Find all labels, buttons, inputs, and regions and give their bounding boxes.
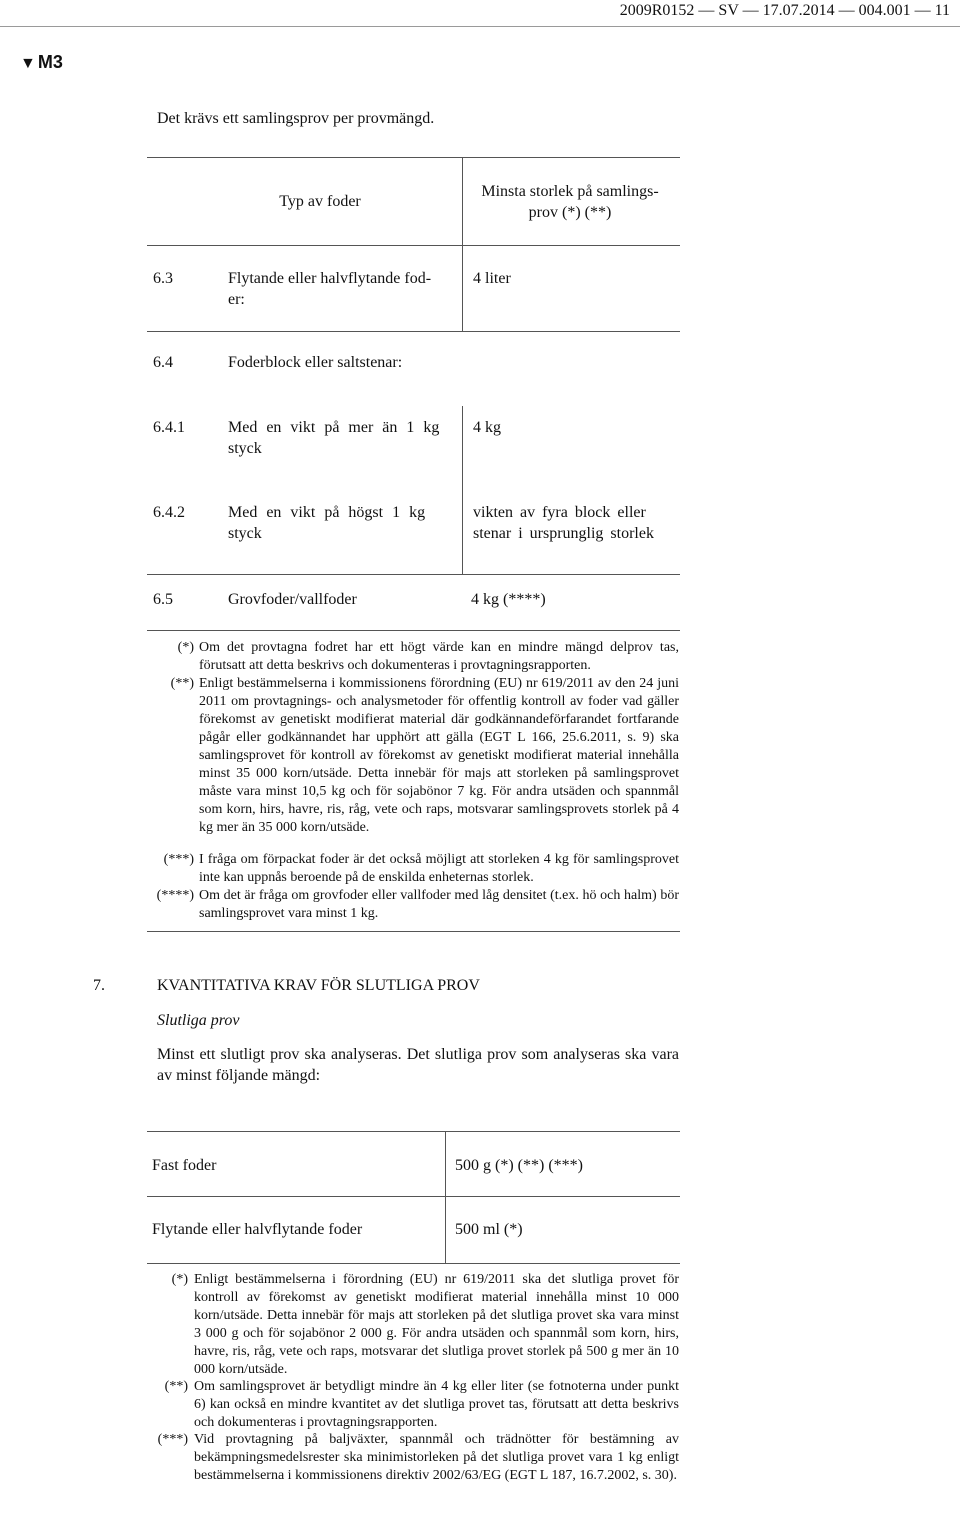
footnote-text: Om det provtagna fodret har ett högt värde kan en mindre mängd delprov tas, förutsatt att detta beskrivs och dokumenteras i provtagningsrapporten. [199,640,679,673]
footnote-text: Enligt bestämmelserna i förordning (EU) nr 619/2011 ska det slutliga provet för kontroll av förekomst av genetiskt modifierat material innehålla minst 10 000 korn/utsäde. Detta innebär för majs att storleken på det slutliga provet ska vara minst 3 000 g och för sojabönor 2 000 g. För andra utsäden och spannmål som korn, hirs, havre, ris, råg, vete och raps, motsvarar det slutliga provet storlek på 500 g mer än 10 000 korn/utsäde. [194,1272,679,1377]
table-rule [147,157,680,158]
footnote-mark: (**) [170,676,194,691]
footnote-text: I fråga om förpackat foder är det också möjligt att storleken 4 kg för samlingsprovet inte kan uppnås beroende på de enskilda enheternas storlek. [199,852,679,885]
row-min-size: 4 kg [473,419,501,436]
table-rule [147,245,680,246]
row-feed-type: Med en vikt på mer än 1 kg styck [228,419,440,457]
row-number: 6.4 [153,354,173,371]
row-feed-type: Fast foder [152,1157,217,1174]
table-rule [147,1196,680,1197]
row-min-size: vikten av fyra block eller stenar i ursprunglig storlek [473,504,654,542]
row-number: 6.3 [153,270,173,287]
row-number: 6.5 [153,591,173,608]
row-feed-type: Med en vikt på högst 1 kg styck [228,504,426,542]
section-subtitle: Slutliga prov [157,1012,240,1029]
row-feed-type: Grovfoder/vallfoder [228,591,357,608]
table-rule [147,1131,680,1132]
row-amount: 500 g (*) (**) (***) [455,1157,583,1174]
table-rule [147,1263,680,1264]
row-number: 6.4.1 [153,419,185,436]
footnote-text: Om samlingsprovet är betydligt mindre än 4 kg eller liter (se fotnoterna under punkt 6) kan också en mindre kvantitet av det slutliga provet tas, förutsatt att detta beskrivs och dokumenteras i provtagningsrapporten. [194,1379,679,1430]
section-number: 7. [93,977,105,994]
header-min-size: Minsta storlek på samlings- prov (*) (**) [481,183,659,221]
section-title: KVANTITATIVA KRAV FÖR SLUTLIGA PROV [157,977,480,994]
row-amount: 500 ml (*) [455,1221,523,1238]
footnote-mark: (**) [164,1379,188,1394]
row-min-size: 4 liter [473,270,511,287]
row-feed-type: Flytande eller halvflytande foder [152,1221,363,1238]
footnote-text: Vid provtagning på baljväxter, spannmål och trädnötter för bestämning av bekämpningsmedelsrester ska minimistorleken på det slutliga provet vara 1 kg enligt bestämmelserna i kommissionens direktiv 2002/63/EG (EGT L 187, 16.7.2002, s. 30). [194,1432,679,1483]
column-divider [462,157,463,331]
footnote-text: Om det är fråga om grovfoder eller vallfoder med låg densitet (t.ex. hö och halm) bör samlingsprovet vara minst 1 kg. [199,888,679,921]
header-feed-type: Typ av foder [279,193,361,210]
column-divider [445,1131,446,1263]
table-rule [147,331,680,332]
amendment-label: M3 [37,52,63,72]
section-body: Minst ett slutligt prov ska analyseras. Det slutliga prov som analyseras ska vara av minst följande mängd: [157,1046,679,1084]
document-header: 2009R0152 — SV — 17.07.2014 — 004.001 — 11 [619,2,950,19]
footnote-mark: (***) [163,852,194,867]
footnote-mark: (*) [171,1272,188,1287]
row-min-size: 4 kg (****) [471,591,546,608]
triangle-down-icon: ▼ [20,55,36,72]
row-number: 6.4.2 [153,504,185,521]
amendment-marker [20,52,63,73]
footnote-mark: (*) [177,640,194,655]
header-rule [0,26,960,27]
footnote-text: Enligt bestämmelserna i kommissionens förordning (EU) nr 619/2011 av den 24 juni 2011 om provtagnings- och analysmetoder för offentlig kontroll av foder vad gäller förekomst av genetiskt modifierat material där godkännandeförfarandet fortfarande pågår eller godkännandet har upphört att gälla (EGT L 166, 25.6.2011, s. 9) ska samlingsprovet för kontroll av förekomst av genetiskt modifierat material innehålla minst 35 000 korn/utsäde. Detta innebär för majs att storleken på samlingsprovet måste vara minst 10,5 kg och för sojabönor 7 kg. För andra utsäden och spannmål som korn, hirs, havre, ris, råg, vete och raps, motsvarar samlingsprovets storlek på 4 kg mer än 35 000 korn/utsäde. [199,676,679,835]
footnote-mark: (***) [157,1432,188,1447]
table-rule [147,931,680,932]
table-rule [147,574,680,575]
intro-text: Det krävs ett samlingsprov per provmängd. [157,110,435,127]
column-divider [462,406,463,574]
row-feed-type: Foderblock eller saltstenar: [228,354,403,371]
row-feed-type: Flytande eller halvflytande fod- er: [228,270,432,308]
table-rule [147,630,680,631]
footnote-mark: (****) [156,888,194,903]
